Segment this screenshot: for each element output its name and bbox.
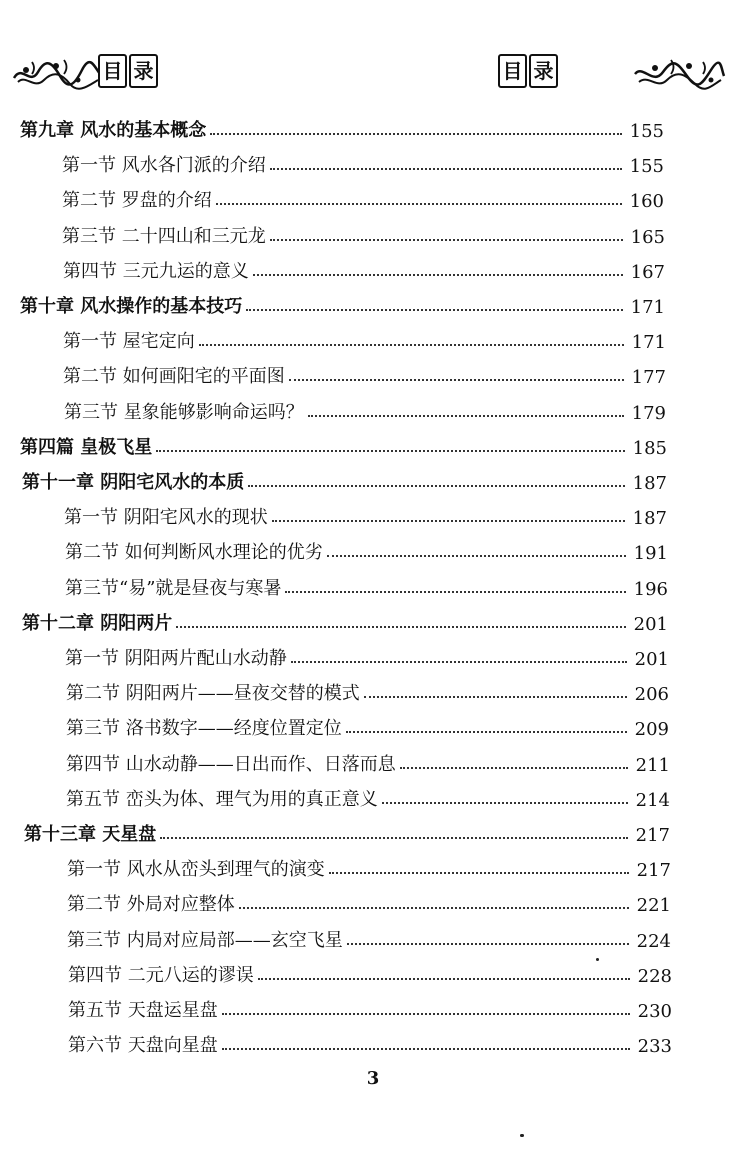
toc-entry-title: 第五节 峦头为体、理气为用的真正意义 — [66, 788, 378, 810]
scan-speck — [596, 958, 599, 961]
toc-section-entry — [0, 777, 746, 811]
dot-leader — [176, 625, 626, 628]
toc-entry-page: 187 — [632, 473, 667, 494]
toc-entry-page: 155 — [629, 121, 664, 142]
toc-entry-title: 第二节 阴阳两片——昼夜交替的模式 — [66, 683, 360, 705]
heading-char: 录 — [129, 54, 158, 88]
toc-heading-left — [98, 54, 160, 88]
toc-entry-title: 第五节 天盘运星盘 — [68, 1000, 218, 1021]
toc-entry-title: 第二节 如何画阳宅的平面图 — [63, 366, 285, 388]
toc-entry-page: 171 — [630, 297, 665, 318]
toc-entry-page: 228 — [637, 965, 672, 987]
dot-leader — [222, 1012, 630, 1015]
dot-leader — [270, 167, 622, 170]
dot-leader — [248, 484, 625, 487]
toc-section-entry — [0, 953, 746, 987]
toc-section-entry — [0, 636, 746, 670]
dot-leader — [327, 554, 626, 557]
dot-leader — [347, 942, 629, 945]
toc-entry-title: 第三节 内局对应局部——玄空飞星 — [67, 929, 343, 951]
page-number: 3 — [366, 1068, 380, 1089]
toc-section-entry — [0, 988, 746, 1022]
toc-entry-title: 第三节 二十四山和三元龙 — [62, 225, 266, 247]
toc-section-entry — [0, 354, 746, 388]
toc-section-entry — [0, 1023, 746, 1057]
toc-section-entry — [0, 495, 746, 529]
toc-entry-page: 179 — [631, 402, 666, 424]
toc-entry-page: 196 — [633, 578, 668, 600]
heading-char: 目 — [98, 54, 127, 88]
toc-entry-page: 224 — [636, 930, 671, 952]
dot-leader — [246, 308, 623, 311]
toc-entry-title: 第十章 风水操作的基本技巧 — [20, 296, 243, 317]
toc-entry-title: 第一节 风水各门派的介绍 — [62, 155, 266, 177]
dot-leader — [400, 766, 628, 769]
toc-entry-page: 165 — [630, 226, 665, 248]
toc-entry-page: 185 — [632, 437, 667, 459]
toc-entry-title: 第四节 三元九运的意义 — [63, 260, 249, 282]
toc-entry-page: 230 — [637, 1001, 672, 1022]
toc-section-entry — [0, 882, 746, 916]
toc-entry-title: 第二节 罗盘的介绍 — [62, 190, 212, 212]
toc-entry-title: 第六节 天盘向星盘 — [68, 1035, 218, 1057]
toc-entry-page: 167 — [630, 261, 665, 283]
toc-entry-title: 第二节 如何判断风水理论的优劣 — [65, 542, 323, 564]
toc-chapter-entry — [0, 108, 746, 142]
toc-entry-page: 221 — [636, 895, 671, 917]
toc-entry-title: 第十三章 天星盘 — [24, 824, 157, 845]
toc-entry-page: 206 — [634, 684, 669, 706]
toc-entry-page: 211 — [635, 754, 670, 776]
toc-entry-page: 171 — [631, 332, 666, 354]
dot-leader — [346, 730, 627, 733]
floral-ornament-icon — [12, 56, 102, 90]
dot-leader — [308, 414, 624, 417]
floral-ornament-icon — [631, 56, 726, 90]
toc-entry-title: 第三节“易”就是昼夜与寒暑 — [65, 577, 282, 599]
toc-entry-page: 233 — [637, 1036, 672, 1058]
toc-section-entry — [0, 918, 746, 952]
toc-entry-page: 177 — [631, 367, 666, 389]
toc-entry-title: 第一节 阴阳两片配山水动静 — [65, 648, 287, 669]
dot-leader — [160, 836, 628, 839]
toc-entry-title: 第十一章 阴阳宅风水的本质 — [22, 472, 245, 493]
toc-entry-title: 第四节 山水动静——日出而作、日落而息 — [66, 753, 396, 775]
toc-entry-title: 第一节 屋宅定向 — [63, 331, 195, 353]
toc-entry-title: 第一节 风水从峦头到理气的演变 — [67, 859, 325, 881]
scan-speck — [520, 1134, 524, 1137]
toc-entry-page: 217 — [636, 860, 671, 882]
toc-chapter-entry — [0, 601, 746, 635]
toc-entry-title: 第一节 阴阳宅风水的现状 — [64, 507, 268, 529]
toc-entry-page: 217 — [635, 825, 670, 846]
dot-leader — [253, 273, 623, 276]
toc-entry-title: 第九章 风水的基本概念 — [20, 120, 207, 141]
toc-section-entry — [0, 742, 746, 776]
heading-char: 目 — [498, 54, 527, 88]
toc-section-entry — [0, 390, 746, 424]
dot-leader — [222, 1047, 630, 1050]
dot-leader — [329, 871, 629, 874]
toc-entry-title: 第三节 星象能够影响命运吗？ — [64, 401, 304, 423]
toc-entry-page: 201 — [633, 613, 668, 635]
dot-leader — [270, 238, 623, 241]
dot-leader — [291, 660, 627, 663]
toc-section-entry — [0, 671, 746, 705]
dot-leader — [272, 519, 625, 522]
dot-leader — [382, 801, 628, 804]
toc-section-entry — [0, 178, 746, 212]
toc-chapter-entry — [0, 284, 746, 318]
toc-section-entry — [0, 706, 746, 740]
toc-entry-page: 209 — [634, 719, 669, 741]
toc-section-entry — [0, 249, 746, 283]
toc-chapter-entry — [0, 812, 746, 846]
toc-chapter-entry — [0, 460, 746, 494]
dot-leader — [156, 449, 625, 452]
dot-leader — [239, 906, 629, 909]
toc-entry-page: 191 — [633, 543, 668, 565]
toc-section-entry — [0, 847, 746, 881]
toc-entry-title: 第十二章 阴阳两片 — [22, 612, 173, 634]
toc-section-entry — [0, 530, 746, 564]
toc-entry-page: 214 — [635, 789, 670, 811]
heading-char: 录 — [529, 54, 558, 88]
toc-section-entry — [0, 214, 746, 248]
toc-entry-title: 第四篇 皇极飞星 — [20, 436, 153, 458]
toc-entry-page: 187 — [632, 508, 667, 530]
toc-entry-page: 201 — [634, 649, 669, 670]
toc-entry-title: 第四节 二元八运的谬误 — [68, 964, 254, 986]
toc-entry-title: 第二节 外局对应整体 — [67, 894, 235, 916]
dot-leader — [216, 202, 622, 205]
toc-entry-title: 第三节 洛书数字——经度位置定位 — [66, 718, 342, 740]
toc-section-entry — [0, 143, 746, 177]
toc-entry-page: 155 — [629, 156, 664, 178]
dot-leader — [199, 343, 624, 346]
toc-section-entry — [0, 566, 746, 600]
dot-leader — [289, 378, 624, 381]
dot-leader — [258, 977, 630, 980]
toc-entry-page: 160 — [629, 191, 664, 213]
dot-leader — [364, 695, 627, 698]
toc-section-entry — [0, 319, 746, 353]
toc-heading-right — [498, 54, 560, 88]
toc-chapter-entry — [0, 425, 746, 459]
page-header — [0, 48, 746, 98]
dot-leader — [285, 590, 626, 593]
dot-leader — [210, 132, 622, 135]
